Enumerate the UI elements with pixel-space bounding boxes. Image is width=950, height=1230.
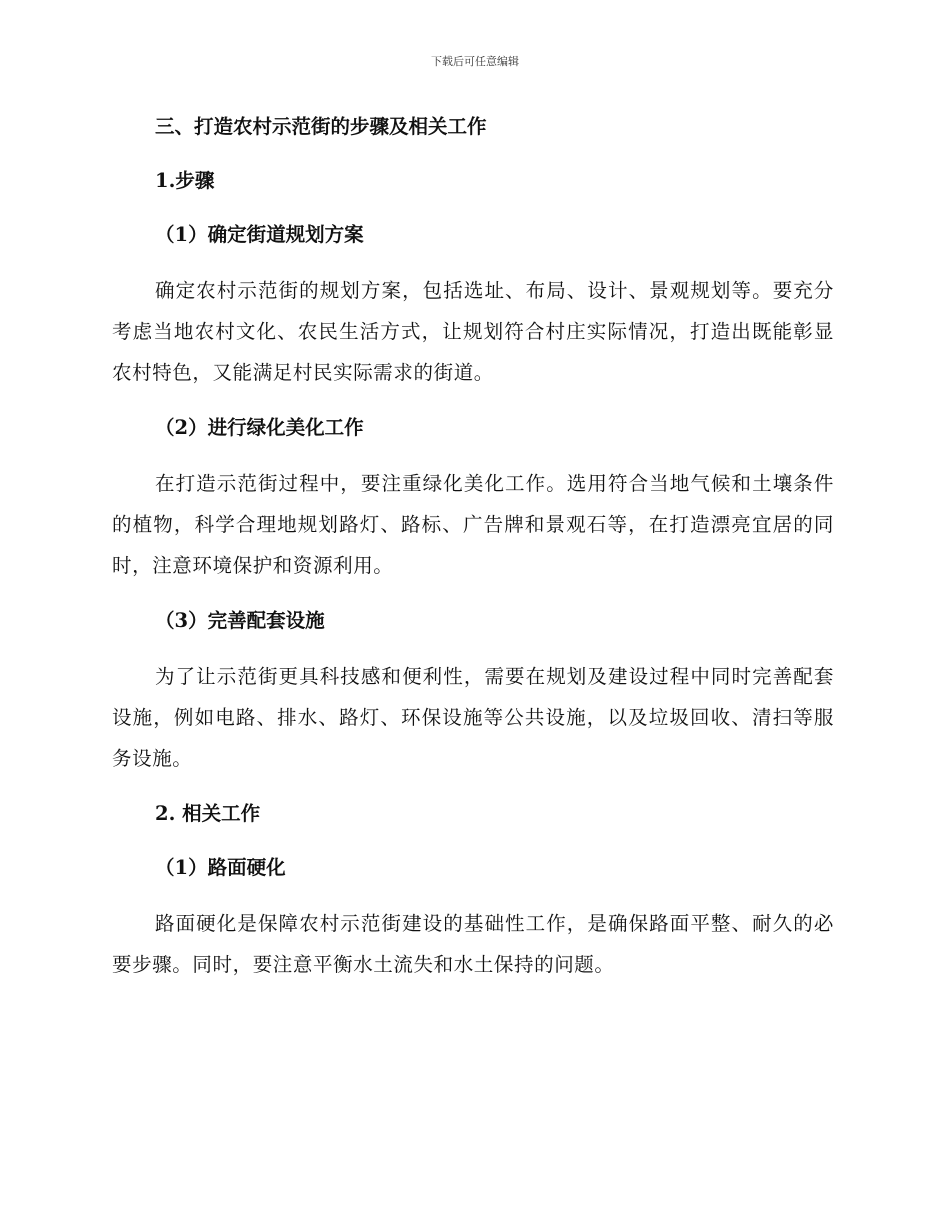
step1-heading: （1）确定街道规划方案 — [155, 223, 364, 246]
document-body — [112, 108, 834, 1001]
work-heading: 2. 相关工作 — [155, 802, 261, 825]
step-heading: 1.步骤 — [155, 169, 215, 192]
page-header: 下载后可任意编辑 — [431, 55, 519, 68]
section-title: 三、打造农村示范街的步骤及相关工作 — [155, 115, 487, 138]
work1-heading: （1）路面硬化 — [155, 856, 286, 879]
step3-heading: （3）完善配套设施 — [155, 609, 325, 632]
work1-paragraph: 路面硬化是保障农村示范街建设的基础性工作，是确保路面平整、耐久的必要步骤。同时，要注意平衡水土流失和水土保持的问题。 — [112, 912, 834, 976]
step3-paragraph: 为了让示范街更具科技感和便利性，需要在规划及建设过程中同时完善配套设施，例如电路、排水、路灯、环保设施等公共设施，以及垃圾回收、清扫等服务设施。 — [112, 665, 834, 770]
step2-heading: （2）进行绿化美化工作 — [155, 416, 364, 439]
step1-paragraph: 确定农村示范街的规划方案，包括选址、布局、设计、景观规划等。要充分考虑当地农村文化、农民生活方式，让规划符合村庄实际情况，打造出既能彰显农村特色，又能满足村民实际需求的街道。 — [112, 279, 834, 384]
step2-paragraph: 在打造示范街过程中，要注重绿化美化工作。选用符合当地气候和土壤条件的植物，科学合理地规划路灯、路标、广告牌和景观石等，在打造漂亮宜居的同时，注意环境保护和资源利用。 — [112, 472, 834, 577]
